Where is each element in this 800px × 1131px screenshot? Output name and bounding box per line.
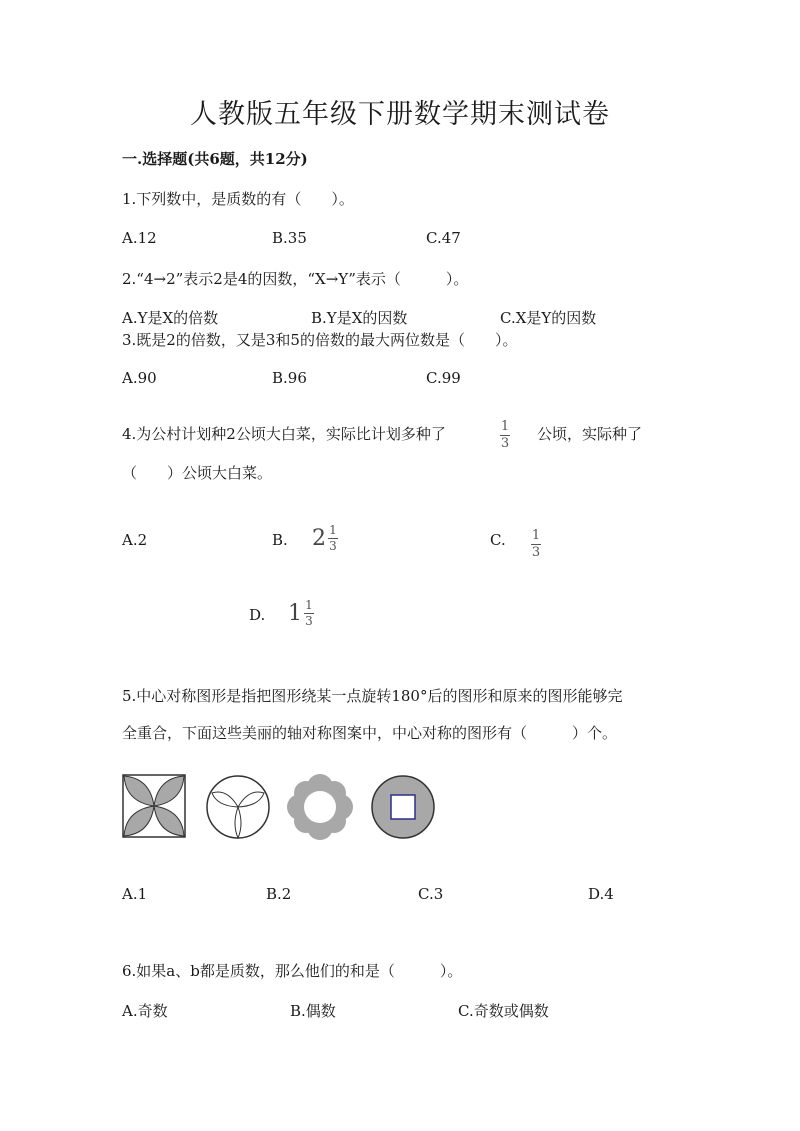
q5-option-a[interactable]: A.1 [122, 885, 148, 903]
question-5-text-b: 全重合，下面这些美丽的轴对称图案中，中心对称的图形有（ ）个。 [122, 724, 618, 742]
q4-option-b-whole: 2 [312, 525, 326, 551]
q6-option-b[interactable]: B.偶数 [290, 1002, 336, 1020]
q5-option-d[interactable]: D.4 [588, 885, 614, 903]
q4-option-d-value[interactable] [288, 599, 314, 627]
q4-option-d-whole: 1 [288, 600, 302, 626]
section-heading: 一.选择题(共6题，共12分) [122, 150, 308, 168]
q2-option-a[interactable]: A.Y是X的倍数 [122, 309, 219, 327]
q4-option-b-label[interactable]: B. [272, 531, 288, 549]
question-2-text: 2.“4→2”表示2是4的因数，“X→Y”表示（ ）。 [122, 270, 469, 288]
q5-option-c[interactable]: C.3 [418, 885, 444, 903]
q4-option-d-numerator: 1 [305, 598, 313, 612]
q4-option-c-denominator: 3 [531, 544, 541, 560]
figure-coin [370, 774, 436, 840]
q1-option-a[interactable]: A.12 [122, 229, 157, 247]
question-5-text-a: 5.中心对称图形是指把图形绕某一点旋转180°后的图形和原来的图形能够完 [122, 687, 623, 705]
question-4-text-a: 4.为公村计划种2公顷大白菜，实际比计划多种了 [122, 425, 446, 443]
q4-option-b-value[interactable] [312, 524, 338, 552]
q4-option-d-label[interactable]: D. [249, 606, 266, 624]
figure-flower [287, 774, 353, 840]
q3-option-c[interactable]: C.99 [426, 369, 461, 387]
q5-option-b[interactable]: B.2 [266, 885, 292, 903]
question-3-text: 3.既是2的倍数，又是3和5的倍数的最大两位数是（ ）。 [122, 331, 518, 349]
q4-fraction-numerator: 1 [500, 419, 510, 434]
q4-option-d-denominator: 3 [305, 613, 313, 628]
q3-option-b[interactable]: B.96 [272, 369, 307, 387]
q4-fraction-denominator: 3 [500, 435, 510, 451]
q6-option-c[interactable]: C.奇数或偶数 [458, 1002, 549, 1020]
q6-option-a[interactable]: A.奇数 [122, 1002, 168, 1020]
q4-fraction [500, 415, 510, 450]
figure-circle-three-petals [205, 774, 271, 840]
q4-option-c-value[interactable] [531, 524, 541, 559]
q4-option-c-label[interactable]: C. [490, 531, 506, 549]
question-4-text-b: 公顷，实际种了 [537, 425, 643, 443]
question-6-text: 6.如果a、b都是质数，那么他们的和是（ ）。 [122, 962, 463, 980]
q3-option-a[interactable]: A.90 [122, 369, 157, 387]
q1-option-b[interactable]: B.35 [272, 229, 307, 247]
q4-option-b-numerator: 1 [329, 523, 337, 537]
q4-option-c-numerator: 1 [531, 528, 541, 543]
question-4-text-c: （ ）公顷大白菜。 [122, 464, 273, 482]
question-1-text: 1.下列数中，是质数的有（ ）。 [122, 190, 354, 208]
q1-option-c[interactable]: C.47 [426, 229, 461, 247]
q4-option-a[interactable]: A.2 [122, 531, 148, 549]
q2-option-b[interactable]: B.Y是X的因数 [311, 309, 408, 327]
page-title: 人教版五年级下册数学期末测试卷 [190, 99, 610, 130]
q4-option-b-denominator: 3 [329, 538, 337, 553]
figure-square-petals [122, 774, 186, 838]
q2-option-c[interactable]: C.X是Y的因数 [500, 309, 597, 327]
